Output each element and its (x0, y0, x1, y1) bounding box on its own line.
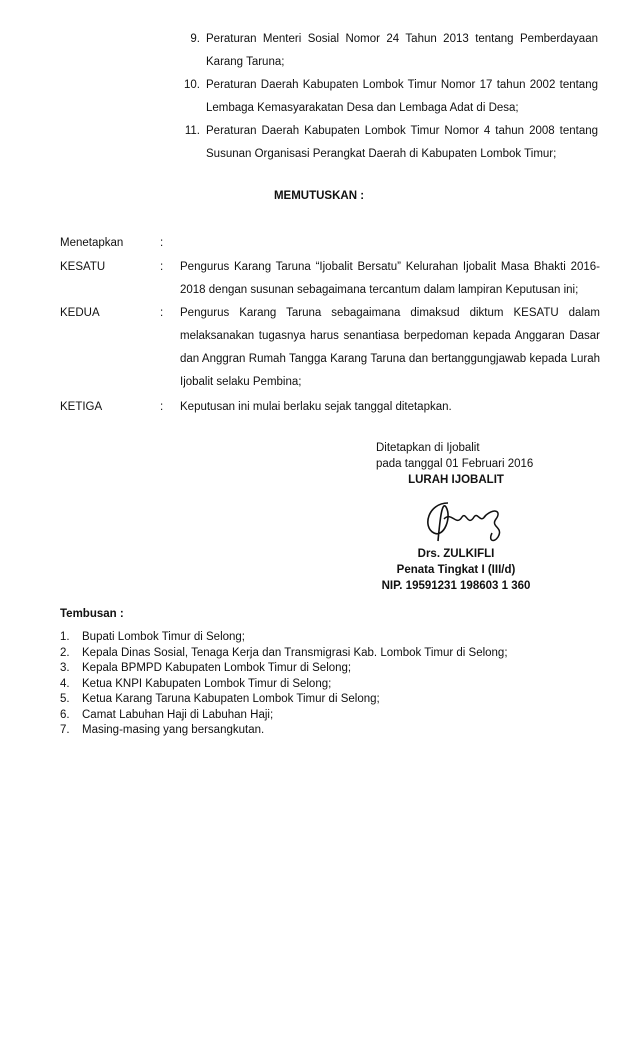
consideration-line: Karang Taruna; (206, 56, 285, 68)
dictum-colon: : (160, 401, 164, 413)
dictum-menetapkan (60, 232, 600, 255)
list-text: Kepala Dinas Sosial, Tenaga Kerja dan Transmigrasi Kab. Lombok Timur di Selong; (82, 646, 508, 659)
signer-nip: NIP. 19591231 198603 1 360 (381, 580, 531, 592)
signature-block-bottom (366, 546, 546, 594)
dictum-colon: : (160, 307, 164, 319)
dictum-line: Pengurus Karang Taruna “Ijobalit Bersatu” Kelurahan Ijobalit Masa Bhakti 2016- (180, 261, 600, 273)
list-item (60, 661, 600, 677)
signature-date: pada tanggal 01 Februari 2016 (376, 458, 534, 470)
signer-rank: Penata Tingkat I (III/d) (396, 564, 516, 576)
dictum-label: Menetapkan (60, 237, 124, 249)
consideration-line: Peraturan Daerah Kabupaten Lombok Timur Nomor 4 tahun 2008 tentang (206, 125, 598, 137)
consideration-line: Lembaga Kemasyarakatan Desa dan Lembaga Adat di Desa; (206, 102, 519, 114)
dictum-line: Ijobalit selaku Pembina; (180, 376, 302, 388)
list-item (60, 646, 600, 662)
dictum-line: Pengurus Karang Taruna sebagaimana dimaksud diktum KESATU dalam (180, 307, 600, 319)
list-text: Ketua Karang Taruna Kabupaten Lombok Timur di Selong; (82, 693, 380, 705)
handwritten-signature-icon (418, 497, 508, 545)
list-text: Bupati Lombok Timur di Selong; (82, 631, 246, 643)
list-item (60, 692, 600, 708)
dictum-colon: : (160, 261, 164, 273)
signature-title: LURAH IJOBALIT (408, 474, 504, 486)
list-number: 6. (60, 708, 70, 721)
consideration-number: 11. (184, 125, 200, 137)
list-item (60, 677, 600, 693)
consideration-number: 10. (184, 79, 200, 91)
dictum-ketiga (60, 396, 600, 419)
dictum-colon: : (160, 237, 164, 249)
list-item (60, 630, 600, 646)
list-text: Kepala BPMPD Kabupaten Lombok Timur di Selong; (82, 662, 352, 674)
signature-place: Ditetapkan di Ijobalit (376, 442, 480, 454)
list-number: 2. (60, 646, 70, 659)
dictum-line: 2018 dengan susunan sebagaimana tercantum dalam lampiran Keputusan ini; (180, 284, 579, 296)
dictum-line: melaksanakan tugasnya harus senantiasa berpedoman kepada Anggaran Dasar (180, 330, 600, 342)
list-number: 1. (60, 631, 70, 643)
decision-heading: MEMUTUSKAN : (273, 190, 365, 202)
dictum-label: KETIGA (60, 401, 103, 413)
list-number: 3. (60, 662, 70, 674)
dictum-label: KESATU (60, 261, 106, 273)
list-number: 7. (60, 724, 70, 736)
list-text: Masing-masing yang bersangkutan. (82, 724, 265, 736)
dictum-kesatu (60, 256, 600, 302)
consideration-line: Susunan Organisasi Perangkat Daerah di Kabupaten Lombok Timur; (206, 148, 557, 160)
dictum-kedua (60, 302, 600, 394)
consideration-line: Peraturan Daerah Kabupaten Lombok Timur Nomor 17 tahun 2002 tentang (206, 79, 598, 91)
list-number: 4. (60, 677, 70, 690)
dictum-line: Keputusan ini mulai berlaku sejak tanggal ditetapkan. (180, 401, 452, 413)
signature-block-top (376, 440, 606, 488)
list-text: Ketua KNPI Kabupaten Lombok Timur di Selong; (82, 677, 332, 690)
list-item (60, 723, 600, 739)
signer-name: Drs. ZULKIFLI (417, 548, 495, 560)
consideration-11 (178, 120, 598, 166)
consideration-10 (178, 74, 598, 120)
dictum-line: dan Anggran Rumah Tangga Karang Taruna dan bertanggungjawab kepada Lurah (180, 353, 600, 365)
copies-list (60, 630, 600, 739)
list-item (60, 708, 600, 724)
dictum-label: KEDUA (60, 307, 100, 319)
copies-title: Tembusan : (60, 608, 124, 620)
list-number: 5. (60, 693, 70, 705)
consideration-9 (178, 28, 598, 74)
consideration-line: Peraturan Menteri Sosial Nomor 24 Tahun 2013 tentang Pemberdayaan (206, 33, 598, 45)
consideration-number: 9. (190, 33, 200, 45)
list-text: Camat Labuhan Haji di Labuhan Haji; (82, 708, 274, 721)
